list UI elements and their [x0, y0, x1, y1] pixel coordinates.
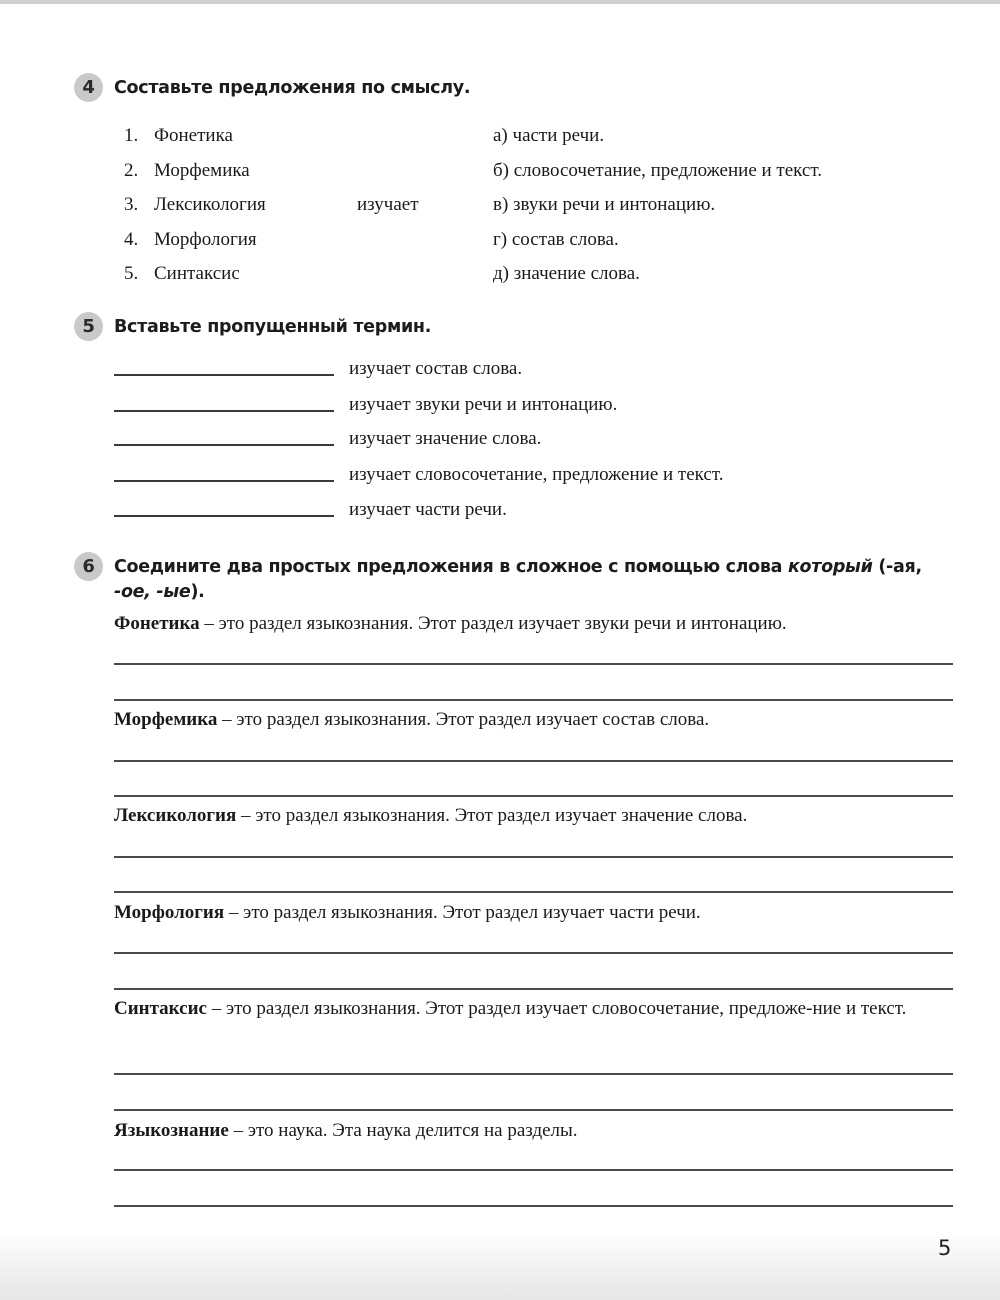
definition: а) части речи. [493, 125, 605, 146]
task-title: Соедините два простых предложения в сложное с помощью слова который (-ая, -ое, -ые). [114, 557, 922, 602]
task-title: Составьте предложения по смыслу. [114, 78, 471, 98]
answer-line[interactable] [114, 1109, 953, 1111]
term: Морфемика [154, 160, 250, 181]
viewer-top-bar [0, 0, 1000, 4]
task-4-heading [74, 76, 470, 102]
definition: б) словосочетание, предложение и текст. [493, 160, 822, 181]
blank-sentence: изучает звуки речи и интонацию. [349, 394, 618, 415]
page-bottom-shadow [0, 1230, 1000, 1300]
answer-line[interactable] [114, 795, 953, 797]
task-number-badge: 5 [74, 312, 103, 341]
term: Лексикология [154, 194, 266, 215]
answer-line[interactable] [114, 1169, 953, 1171]
source-sentences: Морфемика – это раздел языкознания. Этот раздел изучает состав слова. [114, 709, 710, 730]
term-number: 4. [124, 229, 139, 250]
source-sentences: Фонетика – это раздел языкознания. Этот раздел изучает звуки речи и интонацию. [114, 613, 787, 634]
answer-line[interactable] [114, 988, 953, 990]
task-5-heading [74, 315, 431, 341]
blank-sentence: изучает части речи. [349, 499, 507, 520]
definition: в) звуки речи и интонацию. [493, 194, 716, 215]
answer-line[interactable] [114, 1205, 953, 1207]
blank-sentence: изучает словосочетание, предложение и текст. [349, 464, 724, 485]
source-sentences: Лексикология – это раздел языкознания. Этот раздел изучает значение слова. [114, 805, 748, 826]
answer-line[interactable] [114, 856, 953, 858]
source-sentences: Морфология – это раздел языкознания. Этот раздел изучает части речи. [114, 902, 701, 923]
answer-line[interactable] [114, 699, 953, 701]
term-number: 2. [124, 160, 139, 181]
term-number: 3. [124, 194, 139, 215]
blank-answer-field[interactable] [114, 374, 334, 376]
term-number: 5. [124, 263, 139, 284]
answer-line[interactable] [114, 952, 953, 954]
task-number-badge: 4 [74, 73, 103, 102]
blank-sentence: изучает состав слова. [349, 358, 523, 379]
page-number: 5 [938, 1236, 952, 1260]
term: Морфология [154, 229, 257, 250]
blank-answer-field[interactable] [114, 515, 334, 517]
task-6-heading [74, 555, 954, 605]
blank-answer-field[interactable] [114, 480, 334, 482]
term-number: 1. [124, 125, 139, 146]
source-sentences: Синтаксис – это раздел языкознания. Этот раздел изучает словосочетание, предложе-ние и текст. [114, 998, 907, 1019]
definition: г) состав слова. [493, 229, 619, 250]
task-number-badge: 6 [74, 552, 103, 581]
answer-line[interactable] [114, 663, 953, 665]
blank-answer-field[interactable] [114, 410, 334, 412]
blank-sentence: изучает значение слова. [349, 428, 542, 449]
source-sentences: Языкознание – это наука. Эта наука делится на разделы. [114, 1120, 578, 1141]
connecting-verb: изучает [357, 194, 419, 215]
definition: д) значение слова. [493, 263, 640, 284]
answer-line[interactable] [114, 891, 953, 893]
answer-line[interactable] [114, 1073, 953, 1075]
answer-line[interactable] [114, 760, 953, 762]
term: Фонетика [154, 125, 233, 146]
term: Синтаксис [154, 263, 240, 284]
blank-answer-field[interactable] [114, 444, 334, 446]
task-title: Вставьте пропущенный термин. [114, 317, 432, 337]
